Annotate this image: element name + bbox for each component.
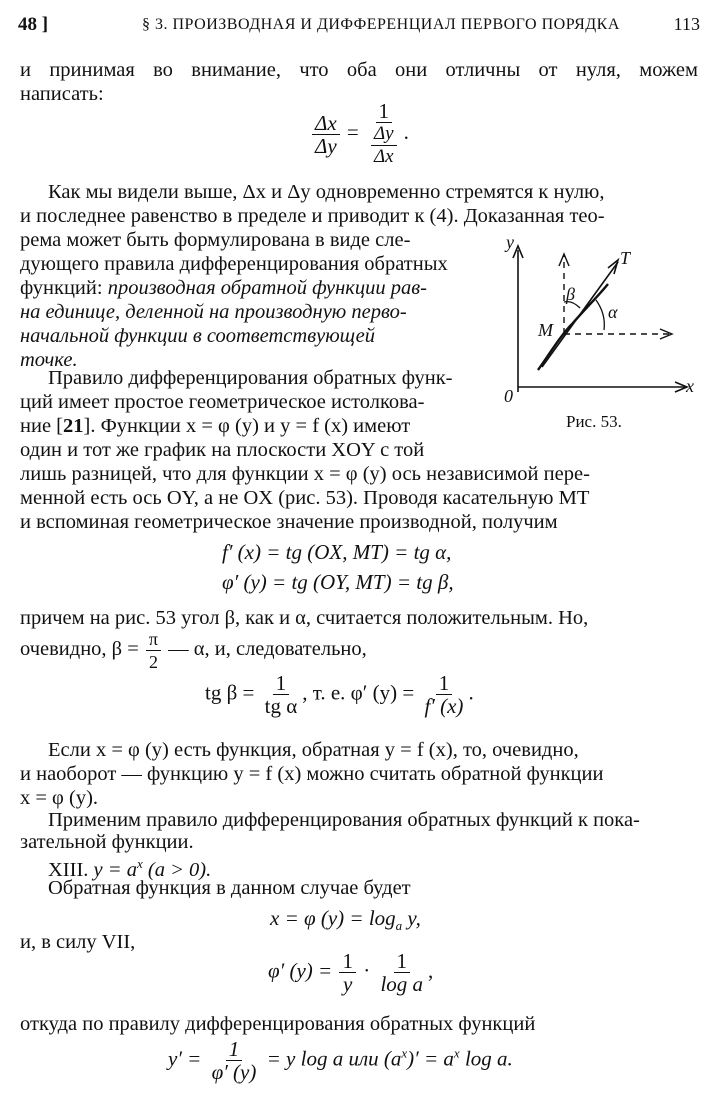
text-line: очевидно, β = $\frac{\pi}{2}$ — α, и, следовательно, [20,629,367,672]
alpha-arc [596,300,604,330]
text-line: и принимая во внимание, что оба они отличны от нуля, можем [20,59,698,81]
text-line: и последнее равенство в пределе и приводит к (4). Доказанная тео- [20,205,605,227]
text-line: рема может быть формулирована в виде сле- [20,229,411,251]
text-line: один и тот же график на плоскости XOY с той [20,439,425,461]
text-line: дующего правила дифференцирования обратных [20,253,448,275]
text-line: x = φ (y). [20,787,99,809]
text-line: менной есть ось OY, а не OX (рис. 53). Проводя касательную MT [20,487,590,509]
item-xiii: XIII. $y = a^x$ (a > 0). [48,856,212,881]
text-line: ние [21]. Функции x = φ (y) и y = f (x) имеют [20,415,411,437]
label-y: y [506,232,514,252]
equation-exp-derivative: y′ = $\frac{1}{\varphi' (y)}$ = y log a или $(a^x)' = a^x$ log a. [168,1037,513,1084]
label-origin: 0 [504,386,513,406]
figure-caption: Рис. 53. [566,412,622,431]
tangent-line-mt [542,262,618,367]
text-line: Применим правило дифференцирования обратных функций к пока- [48,809,640,831]
label-x: x [686,376,694,396]
equation-phi-prime-log: φ′ (y) = $\frac{1}{y}$ · $\frac{1}{\text{log a}}$ , [268,949,434,996]
text-line: функций: производная обратной функции рав- [20,277,427,299]
text-line: причем на рис. 53 угол β, как и α, считается положительным. Но, [20,607,589,629]
text-line: написать: [20,83,104,105]
theorem-line: на единице, деленной на производную перво- [20,301,407,323]
citation-ref: 21 [63,415,84,437]
label-beta: β [566,284,575,304]
equation-log: x = φ $(y) = \log_a y$, [270,906,421,934]
label-m: M [538,320,553,340]
text-line: Правило дифференцирования обратных функ- [48,367,453,389]
text-line: ций имеет простое геометрическое истолкова- [20,391,425,413]
page-number: 113 [673,14,700,34]
text-line: и, в силу VII, [20,931,136,953]
section-title: § 3. ПРОИЗВОДНАЯ И ДИФФЕРЕНЦИАЛ ПЕРВОГО ПОРЯДКА [142,16,620,33]
label-alpha: α [608,302,618,322]
text-line: и наоборот — функцию y = f (x) можно считать обратной функции [20,763,604,785]
page-marker: 48 ] [18,14,49,35]
text-line: Обратная функция в данном случае будет [48,877,411,899]
tangent-arrow-icon [608,260,618,274]
theorem-line: точке. [20,349,78,371]
running-header [18,12,700,40]
theorem-line: начальной функции в соответствующей [20,325,375,347]
text-line: Если x = φ (y) есть функция, обратная y = f (x), то, очевидно, [48,739,579,761]
equation-tg-beta: tg β = $\frac{1}{\text{tg α}}$ , т. е. φ′ (y) = $\frac{1}{f' (x)}$ . [205,671,474,718]
equation-inverse-ratio: $\frac{\Delta x}{\Delta y}$ = $\frac{1}{\frac{\Delta y}{\Delta x}}$ . [310,100,409,168]
label-t: T [620,248,631,268]
text-line: откуда по правилу дифференцирования обратных функций [20,1013,536,1035]
text-line: лишь разницей, что для функции x = φ (y) ось независимой пере- [20,463,590,485]
equation-f-prime: f′ (x) = tg (OX, MT) = tg α, [222,540,452,564]
text-line: зательной функции. [20,831,194,853]
text-line: и вспоминая геометрическое значение производной, получим [20,511,558,533]
equation-phi-prime: φ′ (y) = tg (OY, MT) = tg β, [222,570,454,594]
figure-53-diagram [500,232,700,407]
text-line: Как мы видели выше, Δx и Δy одновременно стремятся к нулю, [48,181,605,203]
